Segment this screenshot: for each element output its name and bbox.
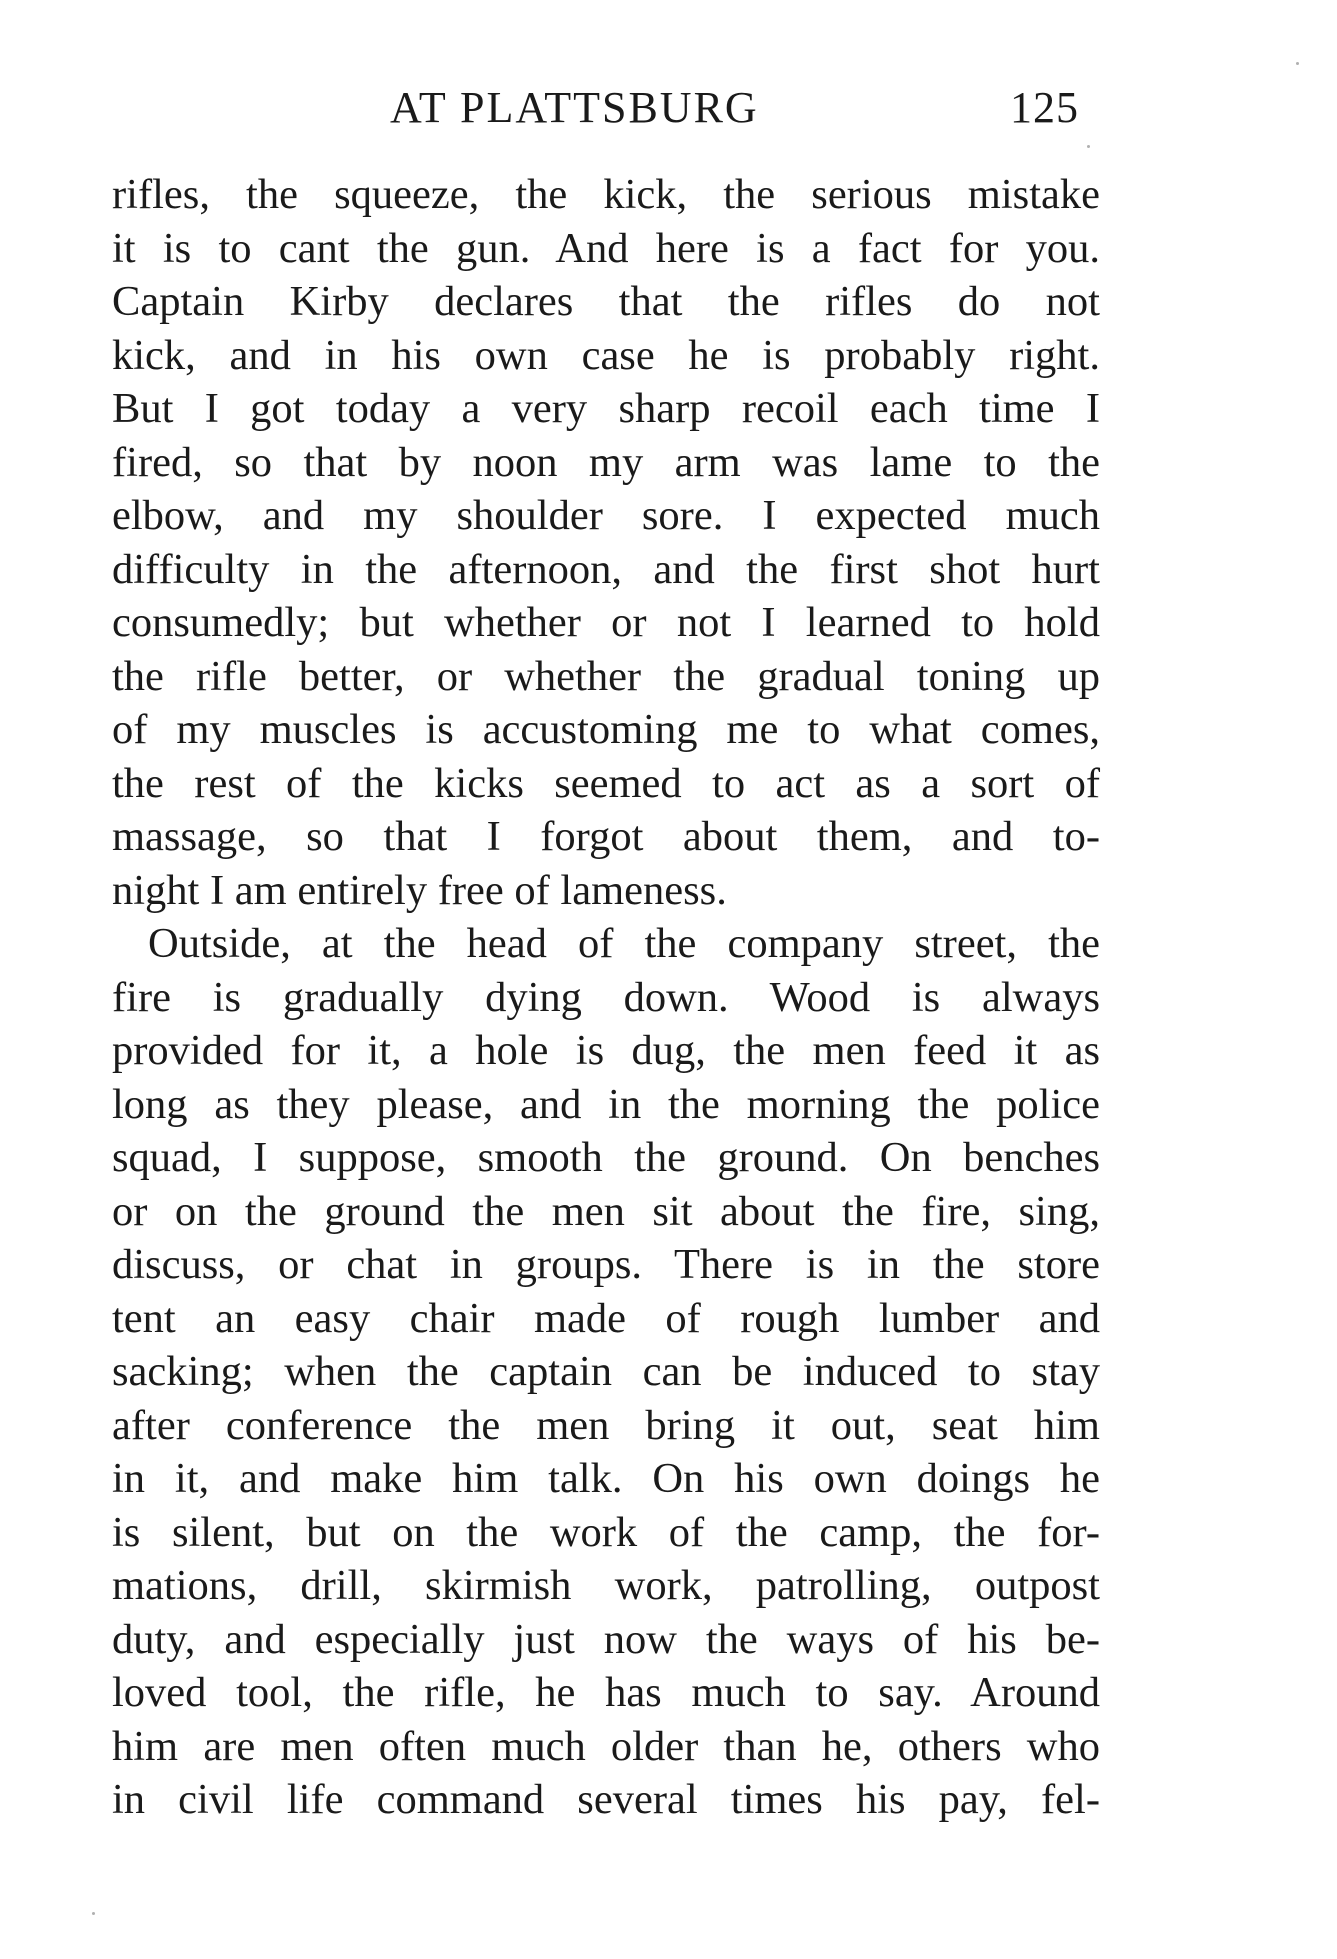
paragraph-1 (112, 168, 1100, 917)
text-line: Captain Kirby declares that the rifles do not (112, 278, 1100, 325)
text-line: squad, I suppose, smooth the ground. On benches (112, 1134, 1100, 1181)
text-line: loved tool, the rifle, he has much to say. Around (112, 1669, 1100, 1716)
text-line: kick, and in his own case he is probably right. (112, 331, 1100, 379)
text-line: long as they please, and in the morning the police (112, 1080, 1100, 1128)
text-line: the rifle better, or whether the gradual toning up (112, 652, 1100, 700)
body-text (112, 168, 1100, 1827)
paper-speck (1087, 145, 1090, 148)
page-number: 125 (1010, 83, 1079, 132)
text-line: duty, and especially just now the ways of his be- (112, 1615, 1100, 1663)
text-line: fired, so that by noon my arm was lame to the (112, 438, 1100, 486)
running-head (0, 78, 1337, 138)
text-line: the rest of the kicks seemed to act as a sort of (112, 759, 1100, 807)
text-line: him are men often much older than he, others who (112, 1722, 1100, 1770)
text-line: is silent, but on the work of the camp, the for- (112, 1508, 1100, 1556)
text-line: of my muscles is accustoming me to what comes, (112, 706, 1100, 753)
text-line: But I got today a very sharp recoil each time I (112, 385, 1100, 432)
text-line: or on the ground the men sit about the fire, sing, (112, 1187, 1100, 1235)
text-line: it is to cant the gun. And here is a fact for you. (112, 224, 1100, 272)
paper-speck (1296, 62, 1299, 65)
text-line: sacking; when the captain can be induced to stay (112, 1348, 1100, 1395)
text-line: consumedly; but whether or not I learned to hold (112, 599, 1100, 646)
text-line: provided for it, a hole is dug, the men feed it as (112, 1027, 1100, 1074)
paragraph-2 (112, 917, 1100, 1827)
text-line: fire is gradually dying down. Wood is always (112, 973, 1100, 1021)
running-title: AT PLATTSBURG (390, 83, 759, 132)
text-line: Outside, at the head of the company street, the (148, 920, 1100, 967)
text-line: after conference the men bring it out, seat him (112, 1401, 1100, 1449)
text-line: difficulty in the afternoon, and the first shot hurt (112, 545, 1100, 593)
text-line: rifles, the squeeze, the kick, the serious mistake (112, 171, 1100, 218)
text-line: massage, so that I forgot about them, and to- (112, 813, 1100, 860)
text-line: discuss, or chat in groups. There is in the store (112, 1241, 1100, 1288)
text-line: in civil life command several times his pay, fel- (112, 1776, 1100, 1823)
text-line: in it, and make him talk. On his own doings he (112, 1455, 1100, 1502)
text-line: elbow, and my shoulder sore. I expected much (112, 492, 1100, 539)
text-line: tent an easy chair made of rough lumber and (112, 1294, 1100, 1342)
text-line: mations, drill, skirmish work, patrolling, outpost (112, 1562, 1100, 1609)
text-line: night I am entirely free of lameness. (112, 866, 727, 914)
paper-speck (92, 1912, 95, 1915)
